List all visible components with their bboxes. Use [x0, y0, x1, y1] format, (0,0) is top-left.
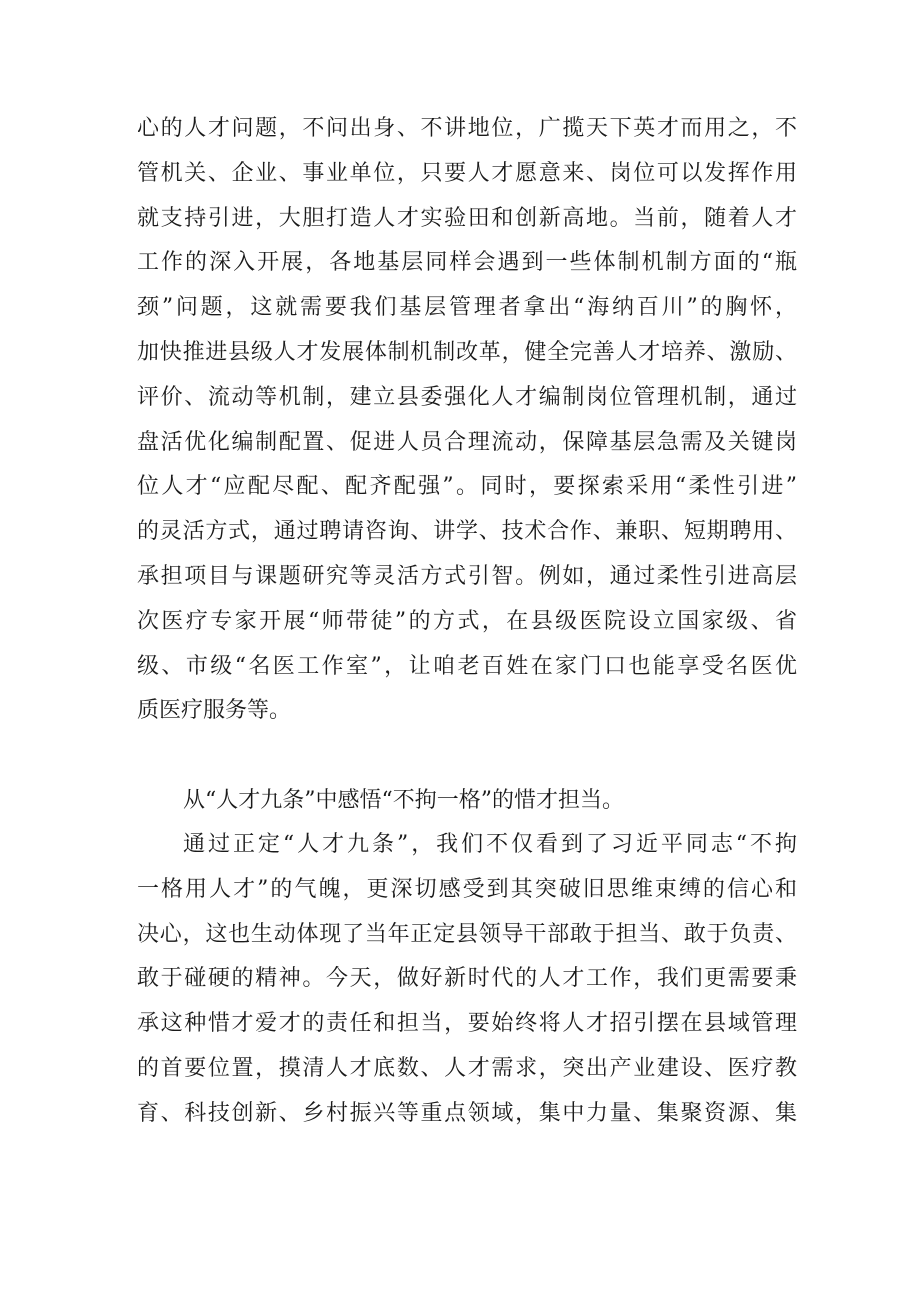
paragraph-1-line: 评价、流动等机制，建立县委强化人才编制岗位管理机制，通过 [137, 384, 797, 410]
paragraph-2-line: 承这种惜才爱才的责任和担当，要始终将人才招引摆在县域管理 [137, 1011, 797, 1037]
paragraph-1-line: 管机关、企业、事业单位，只要人才愿意来、岗位可以发挥作用 [137, 160, 797, 186]
paragraph-1-line: 的灵活方式，通过聘请咨询、讲学、技术合作、兼职、短期聘用、 [137, 519, 797, 545]
paragraph-2-line: 一格用人才”的气魄，更深切感受到其突破旧思维束缚的信心和 [137, 876, 797, 902]
paragraph-1-line: 质医疗服务等。 [137, 698, 292, 724]
paragraph-2-line: 敢于碰硬的精神。今天，做好新时代的人才工作，我们更需要秉 [137, 966, 797, 992]
paragraph-1-line: 位人才“应配尽配、配齐配强”。同时，要探索采用“柔性引进” [137, 474, 797, 500]
paragraph-1-line: 级、市级“名医工作室”，让咱老百姓在家门口也能享受名医优 [137, 653, 797, 679]
paragraph-2 [137, 823, 797, 1137]
paragraph-1-line: 工作的深入开展，各地基层同样会遇到一些体制机制方面的“瓶 [137, 250, 797, 276]
paragraph-1-line: 次医疗专家开展“师带徒”的方式，在县级医院设立国家级、省 [137, 608, 797, 634]
paragraph-2-line: 的首要位置，摸清人才底数、人才需求，突出产业建设、医疗教 [137, 1055, 797, 1081]
paragraph-1-line: 颈”问题，这就需要我们基层管理者拿出“海纳百川”的胸怀， [137, 295, 797, 321]
paragraph-1-line: 就支持引进，大胆打造人才实验田和创新高地。当前，随着人才 [137, 205, 797, 231]
paragraph-1-line: 盘活优化编制配置、促进人员合理流动，保障基层急需及关键岗 [137, 429, 797, 455]
paragraph-1 [137, 107, 797, 734]
section-heading: 从“人才九条”中感悟“不拘一格”的惜才担当。 [183, 788, 624, 813]
paragraph-2-line: 通过正定“人才九条”，我们不仅看到了习近平同志“不拘 [183, 832, 797, 857]
paragraph-1-line: 承担项目与课题研究等灵活方式引智。例如，通过柔性引进高层 [137, 563, 797, 589]
paragraph-1-line: 心的人才问题，不问出身、不讲地位，广揽天下英才而用之，不 [137, 116, 797, 141]
paragraph-2-line: 决心，这也生动体现了当年正定县领导干部敢于担当、敢于负责、 [137, 921, 797, 947]
paragraph-1-line: 加快推进县级人才发展体制机制改革，健全完善人才培养、激励、 [137, 339, 797, 365]
paragraph-2-line: 育、科技创新、乡村振兴等重点领域，集中力量、集聚资源、集 [137, 1100, 797, 1126]
